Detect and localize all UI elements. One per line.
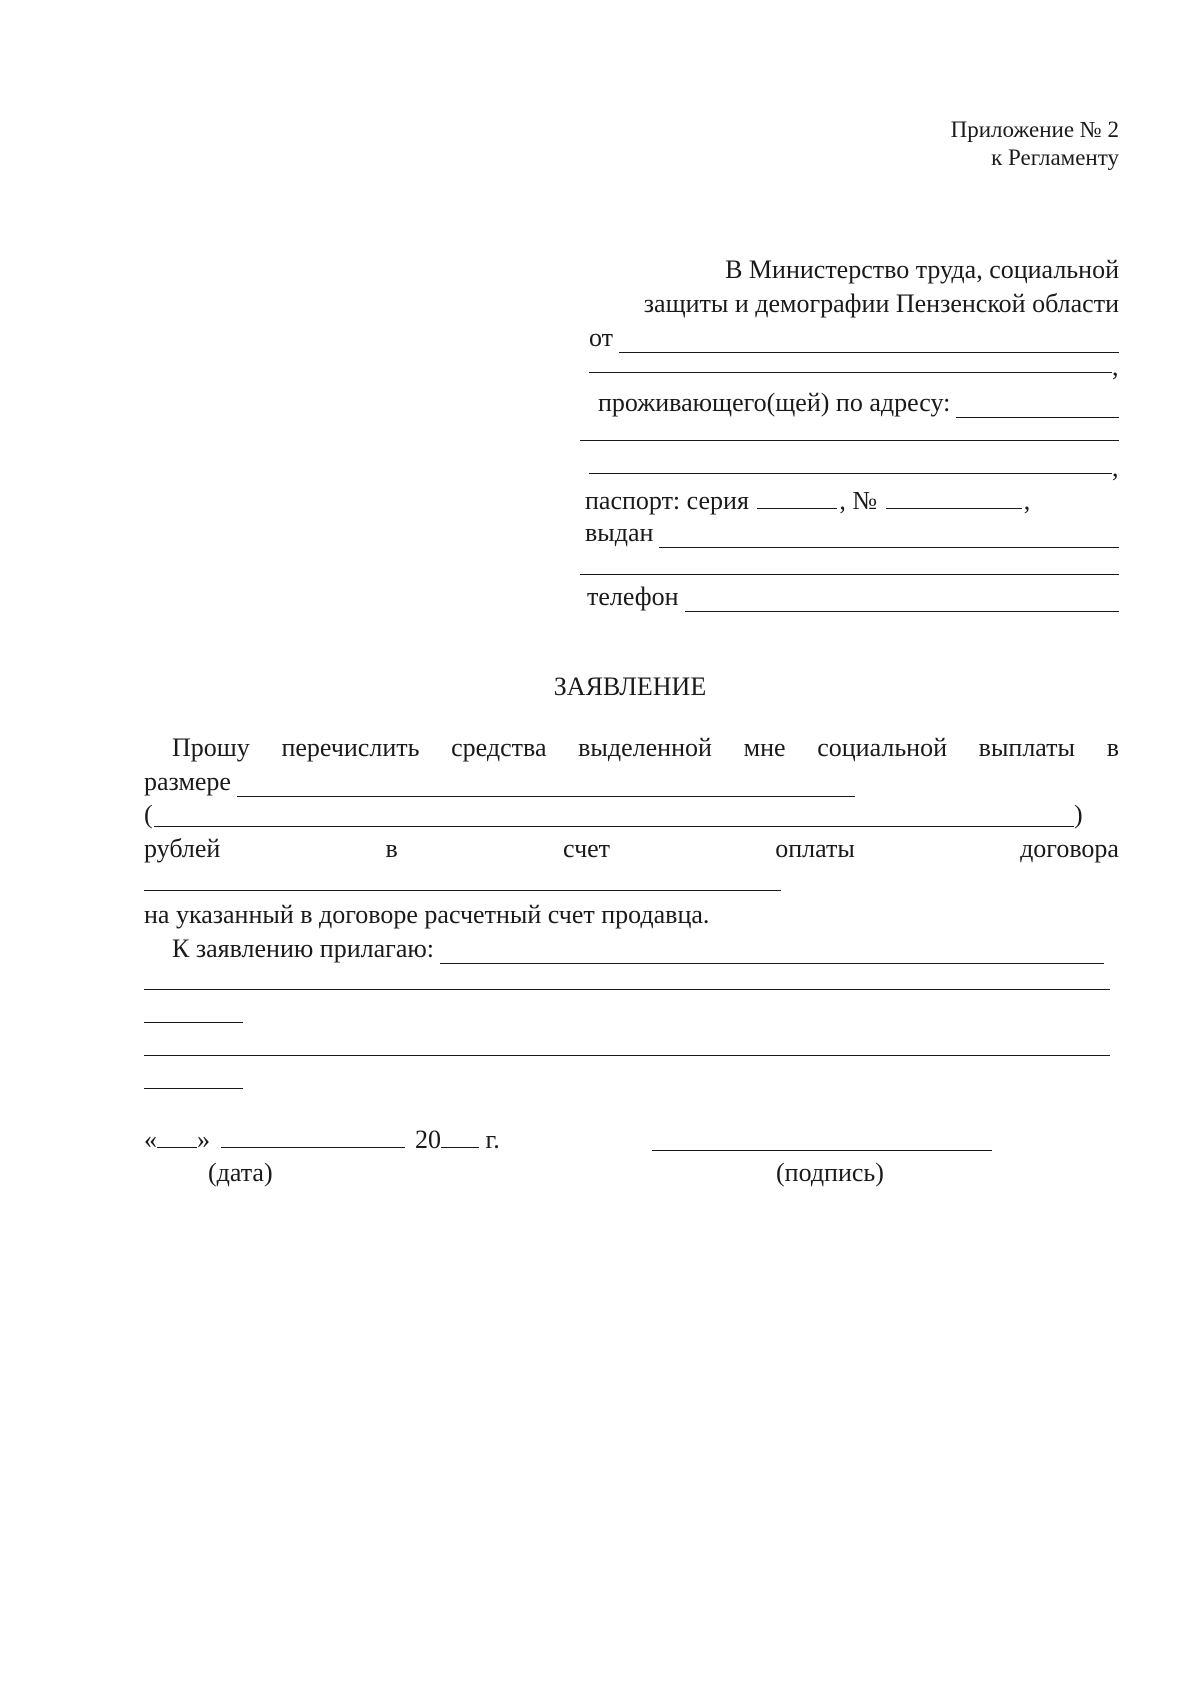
payment-line: [144, 834, 1119, 864]
signature-caption: (подпись): [776, 1158, 884, 1187]
address-field-line-2[interactable]: [580, 440, 1119, 441]
account-text: на указанный в договоре расчетный счет продавца.: [144, 900, 710, 929]
quote-close: »: [197, 1125, 210, 1154]
word: Прошу: [172, 733, 250, 762]
address-field[interactable]: [956, 393, 1119, 418]
attachments-line-4[interactable]: [144, 1055, 1110, 1056]
comma-2: ,: [1112, 453, 1119, 482]
address-field-line-3[interactable]: [589, 473, 1112, 474]
word: выделенной: [578, 733, 712, 762]
attach-label: К заявлению прилагаю:: [172, 934, 435, 963]
appendix-reference: к Регламенту: [991, 145, 1119, 170]
amount-words-field[interactable]: [154, 826, 1074, 827]
word: оплаты: [775, 834, 855, 863]
appendix-number: Приложение № 2: [950, 117, 1119, 142]
comma-4: ,: [1023, 486, 1031, 515]
phone-label: телефон: [587, 582, 679, 611]
word: рублей: [144, 834, 221, 863]
month-field[interactable]: [221, 1127, 405, 1148]
word: выплаты: [978, 733, 1076, 762]
attachments-line-2[interactable]: [144, 989, 1110, 990]
comma-1: ,: [1112, 352, 1119, 381]
word: средства: [451, 733, 547, 762]
word: в: [385, 834, 398, 863]
amount-row: [144, 767, 855, 797]
phone-row: [587, 582, 1119, 612]
year-prefix: 20: [415, 1125, 441, 1154]
signature-field[interactable]: [652, 1150, 992, 1151]
amount-label: размере: [144, 767, 231, 796]
attach-row: [172, 934, 1104, 964]
paren-open: (: [144, 800, 153, 829]
year-field[interactable]: [441, 1127, 479, 1148]
word: счет: [563, 834, 611, 863]
word: социальной: [817, 733, 947, 762]
passport-series-label: паспорт: серия: [585, 486, 749, 515]
residing-row: [598, 388, 1119, 418]
attachments-field[interactable]: [440, 939, 1104, 964]
paren-close: ): [1074, 800, 1083, 829]
phone-field[interactable]: [685, 587, 1120, 612]
issued-by-field-line-2[interactable]: [580, 574, 1119, 575]
from-row: [589, 323, 1119, 353]
quote-open: «: [144, 1125, 157, 1154]
passport-number-field[interactable]: [886, 488, 1022, 509]
recipient-line-1: В Министерство труда, социальной: [725, 255, 1119, 284]
recipient-line-2: защиты и демографии Пензенской области: [643, 289, 1119, 318]
attachments-line-3[interactable]: [144, 1022, 243, 1023]
date-row: [144, 1125, 500, 1155]
amount-field[interactable]: [237, 772, 855, 797]
day-field[interactable]: [157, 1127, 197, 1148]
from-label: от: [589, 323, 614, 352]
word: в: [1106, 733, 1119, 762]
issued-by-field[interactable]: [659, 523, 1119, 548]
date-caption: (дата): [208, 1158, 273, 1187]
from-name-field[interactable]: [619, 328, 1119, 353]
from-name-field-continued[interactable]: [589, 372, 1112, 373]
issued-label: выдан: [585, 518, 654, 547]
passport-row: [585, 486, 1030, 516]
document-title: ЗАЯВЛЕНИЕ: [553, 672, 707, 701]
word: перечислить: [281, 733, 420, 762]
attachments-line-5[interactable]: [144, 1088, 243, 1089]
residing-label: проживающего(щей) по адресу:: [598, 388, 951, 417]
word: договора: [1020, 834, 1119, 863]
request-line: [172, 733, 1119, 763]
year-suffix: г.: [485, 1125, 500, 1154]
passport-number-label: №: [852, 486, 878, 515]
contract-field[interactable]: [144, 890, 781, 891]
comma-3: ,: [839, 486, 846, 515]
issued-row: [585, 518, 1119, 548]
word: мне: [743, 733, 786, 762]
passport-series-field[interactable]: [757, 488, 837, 509]
